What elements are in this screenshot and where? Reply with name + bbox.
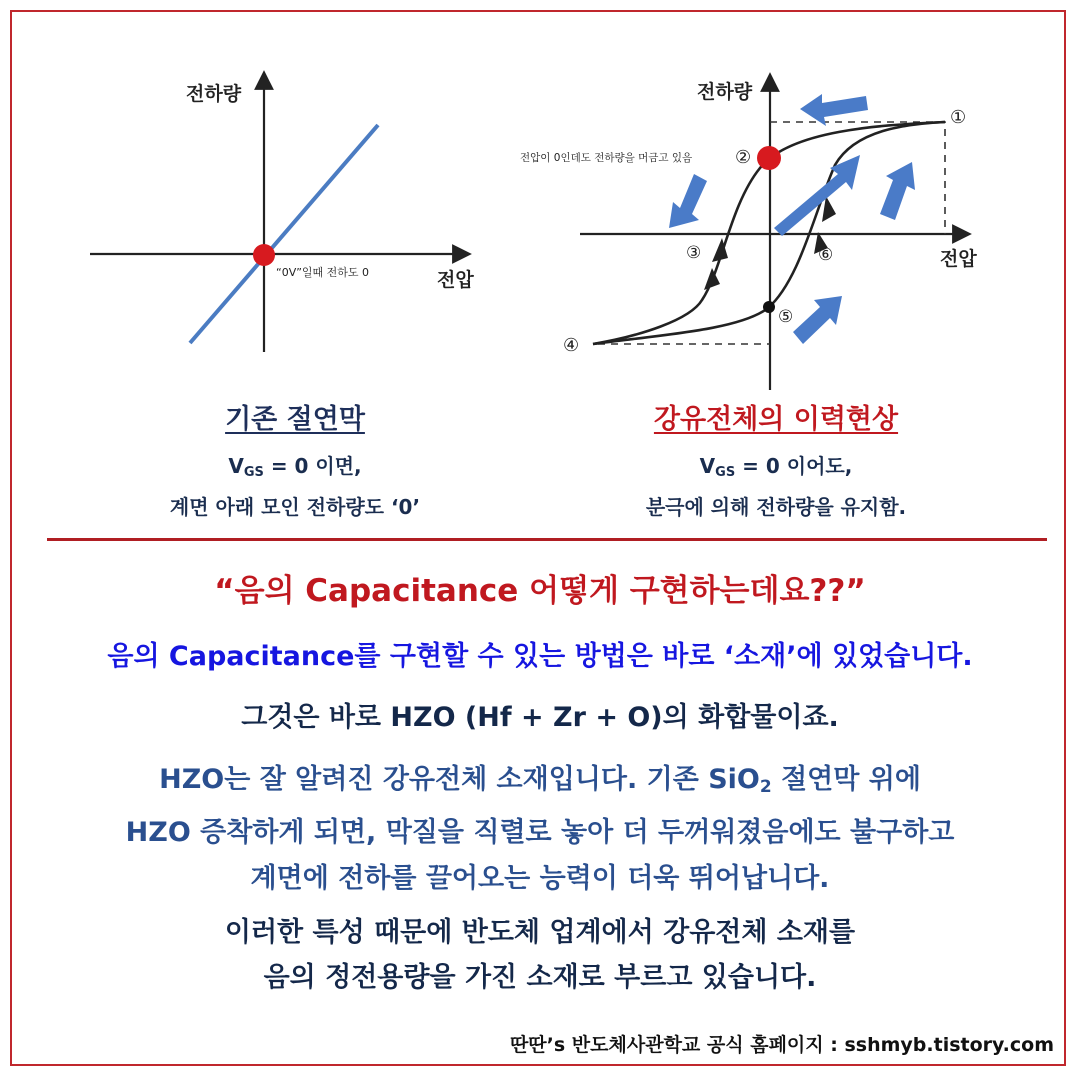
left-caption-subtitle (75, 449, 515, 524)
left-subtitle-line2: 계면 아래 모인 전하량도 ‘0’ (169, 495, 421, 519)
para2-line2: 음의 정전용량을 가진 소재로 부르고 있습니다. (263, 962, 817, 993)
loop-arrow-down-2 (704, 268, 720, 290)
point-label-5: ⑤ (778, 307, 794, 327)
negative-remanent-dot (763, 301, 775, 313)
point-label-4: ④ (563, 335, 580, 356)
origin-note: “0V”일때 전하도 0 (276, 266, 370, 279)
vgs-subscript: GS (715, 465, 736, 480)
blue-arrow-up-right (880, 162, 915, 220)
hzo-paragraph (20, 757, 1060, 902)
charge-voltage-line (190, 125, 378, 343)
para2-line1: 이러한 특성 때문에 반도체 업계에서 강유전체 소재를 (224, 917, 856, 948)
para1-line3: 계면에 전하를 끌어오는 능력이 더욱 뛰어납니다. (250, 863, 830, 894)
y-axis-label: 전하량 (697, 81, 753, 103)
right-caption-title: 강유전체의 이력현상 (653, 404, 899, 435)
blue-arrow-down-left (669, 174, 707, 228)
blue-arrow-up-right-center (774, 155, 860, 236)
hysteresis-graph (500, 70, 1000, 400)
point-label-3: ③ (686, 243, 702, 263)
y-axis-label: 전하량 (186, 83, 242, 105)
footer-homepage-link[interactable]: 딴딴’s 반도체사관학교 공식 홈페이지 : sshmyb.tistory.com (509, 1034, 1054, 1056)
right-caption-subtitle (556, 449, 996, 524)
answer-line: 음의 Capacitance를 구현할 수 있는 방법은 바로 ‘소재’에 있었습니다. (107, 641, 973, 672)
remanent-note: 전압이 0인데도 전하량을 머금고 있음 (520, 152, 693, 164)
point-label-2: ② (735, 147, 752, 168)
vgs-symbol: V (228, 454, 244, 478)
x-axis-label: 전압 (940, 248, 977, 270)
origin-dot (253, 244, 275, 266)
point-label-6: ⑥ (818, 245, 834, 265)
question-heading: “음의 Capacitance 어떻게 구현하는데요??” (214, 573, 866, 609)
hzo-line: 그것은 바로 HZO (Hf + Zr + O)의 화합물이죠. (241, 702, 839, 733)
right-subtitle-line1-rest: = 0 이어도, (735, 454, 853, 478)
left-subtitle-line1-rest: = 0 이면, (263, 454, 362, 478)
conclusion-paragraph (20, 910, 1060, 1000)
point-label-1: ① (950, 107, 967, 128)
para1-line2: HZO 증착하게 되면, 막질을 직렬로 놓아 더 두꺼워졌음에도 불구하고 (125, 817, 955, 848)
vgs-subscript: GS (243, 465, 264, 480)
right-subtitle-line2: 분극에 의해 전하량을 유지함. (645, 495, 907, 519)
para1-line1-b: 절연막 위에 (771, 764, 921, 795)
vgs-symbol: V (699, 454, 716, 478)
sio2-subscript: 2 (759, 777, 772, 797)
section-divider (47, 538, 1047, 541)
blue-arrow-up-right-bottom (793, 296, 842, 344)
x-axis-label: 전압 (437, 269, 474, 291)
left-caption-title: 기존 절연막 (225, 404, 365, 435)
remanent-charge-dot (757, 146, 781, 170)
linear-capacitor-graph (80, 70, 500, 370)
para1-line1-a: HZO는 잘 알려진 강유전체 소재입니다. 기존 SiO (159, 764, 760, 795)
